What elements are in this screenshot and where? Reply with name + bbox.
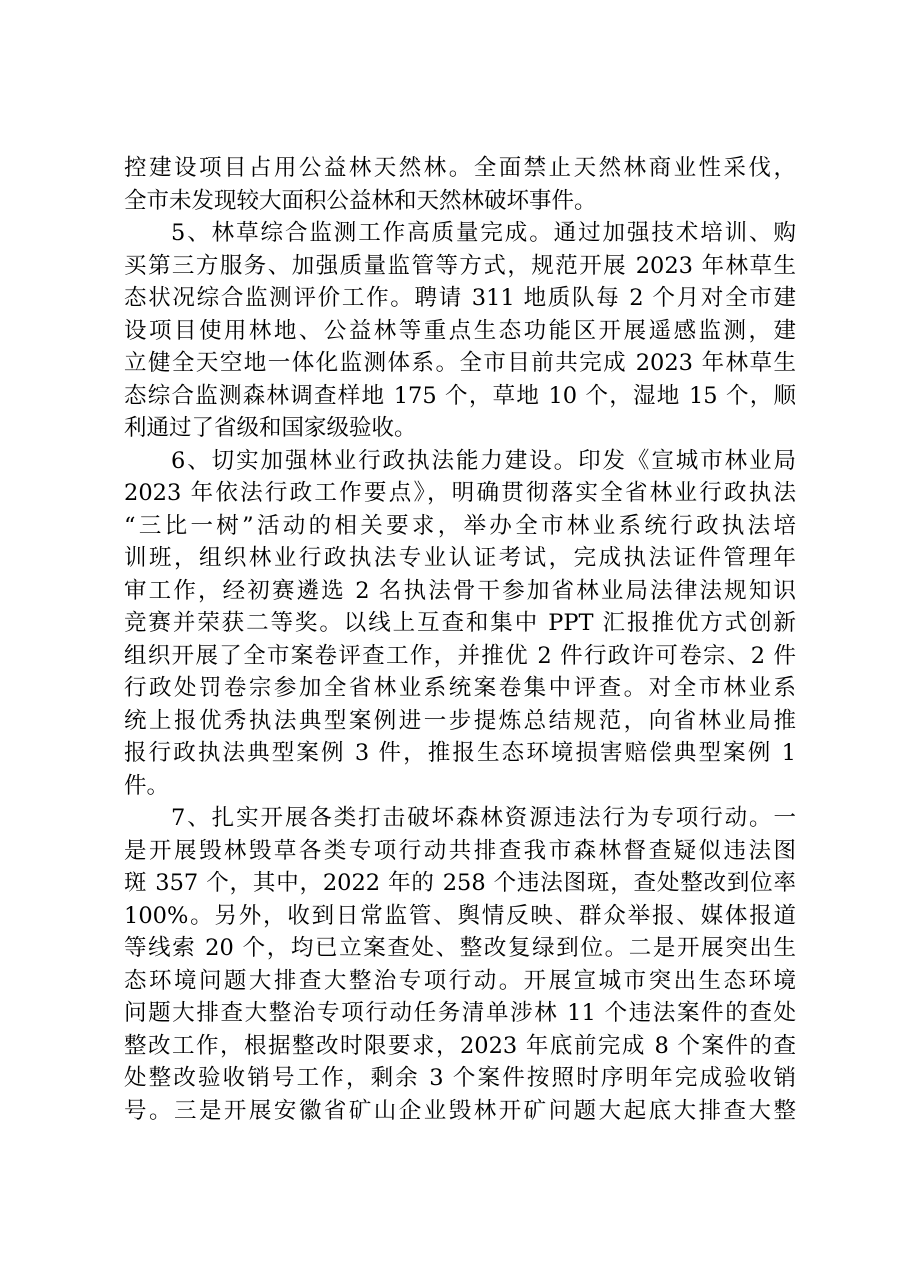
- paragraph-start-line: 6、切实加强林业行政执法能力建设。印发《宣城市林业局: [171, 447, 796, 474]
- text-line: 件。: [124, 772, 170, 799]
- text-line: “三比一树”活动的相关要求，举办全市林业系统行政执法培: [124, 512, 796, 539]
- text-line: 处整改验收销号工作，剩余 3 个案件按照时序明年完成验收销: [124, 1065, 796, 1091]
- text-line: 斑 357 个，其中，2022 年的 258 个违法图斑，查处整改到位率: [124, 870, 796, 896]
- text-line: 态综合监测森林调查样地 175 个，草地 10 个，湿地 15 个，顺: [124, 382, 796, 409]
- text-line: 设项目使用林地、公益林等重点生态功能区开展遥感监测，建: [124, 317, 796, 344]
- paragraph-start-line: 7、扎实开展各类打击破坏森林资源违法行为专项行动。一: [171, 805, 796, 831]
- text-line: 报行政执法典型案例 3 件，推报生态环境损害赔偿典型案例 1: [124, 740, 796, 766]
- text-line: 立健全天空地一体化监测体系。全市目前共完成 2023 年林草生: [124, 350, 796, 376]
- text-line: 买第三方服务、加强质量监管等方式，规范开展 2023 年林草生: [124, 252, 796, 279]
- text-line: 审工作，经初赛遴选 2 名执法骨干参加省林业局法律法规知识: [124, 577, 796, 604]
- text-line: 利通过了省级和国家级验收。: [124, 415, 417, 441]
- text-line: 等线索 20 个，均已立案查处、整改复绿到位。二是开展突出生: [124, 935, 796, 961]
- text-line: 行政处罚卷宗参加全省林业系统案卷集中评查。对全市林业系: [124, 675, 796, 701]
- document-body: [124, 152, 796, 1127]
- text-line: 号。三是开展安徽省矿山企业毁林开矿问题大起底大排查大整: [124, 1097, 796, 1124]
- text-line: 全市未发现较大面积公益林和天然林破坏事件。: [124, 187, 597, 214]
- text-line: 竞赛并荣获二等奖。以线上互查和集中 PPT 汇报推优方式创新: [124, 610, 796, 636]
- text-line: 整改工作，根据整改时限要求，2023 年底前完成 8 个案件的查: [124, 1032, 796, 1059]
- text-line: 是开展毁林毁草各类专项行动共排查我市森林督查疑似违法图: [124, 837, 796, 864]
- text-line: 态环境问题大排查大整治专项行动。开展宣城市突出生态环境: [124, 967, 796, 994]
- text-line: 控建设项目占用公益林天然林。全面禁止天然林商业性采伐，: [124, 155, 796, 181]
- text-line: 组织开展了全市案卷评查工作，并推优 2 件行政许可卷宗、2 件: [124, 642, 796, 669]
- text-line: 100%。另外，收到日常监管、舆情反映、群众举报、媒体报道: [124, 902, 796, 929]
- text-line: 问题大排查大整治专项行动任务清单涉林 11 个违法案件的查处: [124, 1000, 796, 1026]
- text-line: 统上报优秀执法典型案例进一步提炼总结规范，向省林业局推: [124, 707, 796, 734]
- text-line: 态状况综合监测评价工作。聘请 311 地质队每 2 个月对全市建: [124, 285, 796, 311]
- text-line: 2023 年依法行政工作要点》，明确贯彻落实全省林业行政执法: [124, 480, 796, 506]
- paragraph-start-line: 5、林草综合监测工作高质量完成。通过加强技术培训、购: [171, 220, 796, 246]
- text-line: 训班，组织林业行政执法专业认证考试，完成执法证件管理年: [124, 545, 796, 571]
